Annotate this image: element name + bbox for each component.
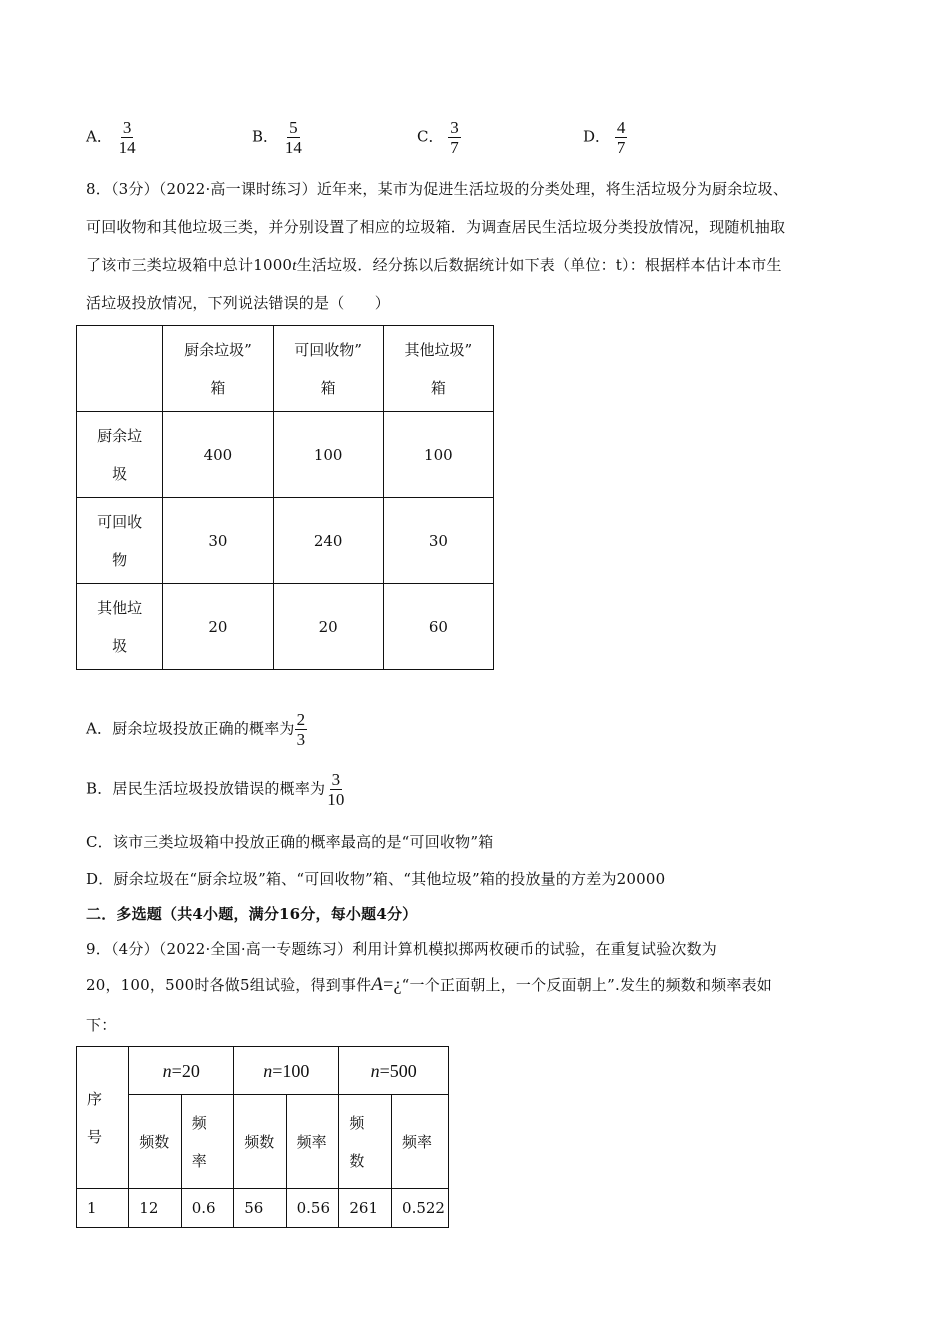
subheader-cell: 频率 [392, 1095, 449, 1189]
table-row [77, 412, 494, 498]
header-cell: 可回收物” 箱 [273, 326, 383, 412]
data-cell: 12 [129, 1189, 181, 1228]
subheader-cell: 频 率 [181, 1095, 234, 1189]
row-label-cell: 其他垃 圾 [77, 584, 163, 670]
q7-option-b: B． $\frac{5}{14}$ [252, 118, 302, 157]
q7-option-c: C． $\frac{3}{7}$ [417, 118, 459, 157]
q8-option-d: D．厨余垃圾在“厨余垃圾”箱、“可回收物”箱、“其他垃圾”箱的投放量的方差为20000 [86, 870, 666, 888]
q9-line-2: 20，100，500时各做5组试验，得到事件A=¿“一个正面朝上，一个反面朝上”.发生的频数和频率表如 [86, 974, 772, 995]
q8-option-b: B．居民生活垃圾投放错误的概率为 $\frac{3}{10}$ [86, 770, 345, 809]
n-header-cell: n=20 [129, 1047, 234, 1095]
header-cell: 其他垃圾” 箱 [383, 326, 493, 412]
table-corner-cell [77, 326, 163, 412]
seq-header-cell: 序 号 [77, 1047, 129, 1189]
q8-line-2: 可回收物和其他垃圾三类，并分别设置了相应的垃圾箱．为调查居民生活垃圾分类投放情况，现随机抽取 [86, 218, 786, 236]
data-cell: 261 [339, 1189, 392, 1228]
q8-line-3: 了该市三类垃圾箱中总计1000t生活垃圾．经分拣以后数据统计如下表（单位：t）：根据样本估计本市生 [86, 256, 782, 274]
table-subheader-row [77, 1095, 449, 1189]
n-header-cell: n=500 [339, 1047, 449, 1095]
q8-waste-table [76, 325, 494, 670]
table-row [77, 498, 494, 584]
value-cell: 100 [383, 412, 493, 498]
header-cell: 厨余垃圾” 箱 [163, 326, 273, 412]
table-row [77, 584, 494, 670]
value-cell: 240 [273, 498, 383, 584]
table-header-row [77, 1047, 449, 1095]
q8-line-1: 8．（3分）（2022·高一课时练习）近年来，某市为促进生活垃圾的分类处理，将生活垃圾分为厨余垃圾、 [86, 180, 789, 198]
data-cell: 0.522 [392, 1189, 449, 1228]
value-cell: 30 [163, 498, 273, 584]
table-header-row [77, 326, 494, 412]
subheader-cell: 频率 [286, 1095, 339, 1189]
data-cell: 0.56 [286, 1189, 339, 1228]
subheader-cell: 频数 [129, 1095, 181, 1189]
fraction: $\frac{5}{14}$ [284, 118, 302, 157]
fraction: $\frac{3}{10}$ [327, 770, 345, 809]
subheader-cell: 频数 [234, 1095, 286, 1189]
q9-frequency-table [76, 1046, 449, 1228]
table-row [77, 1189, 449, 1228]
value-cell: 100 [273, 412, 383, 498]
data-cell: 1 [77, 1189, 129, 1228]
data-cell: 56 [234, 1189, 286, 1228]
q8-option-c: C．该市三类垃圾箱中投放正确的概率最高的是“可回收物”箱 [86, 833, 494, 851]
q7-option-d: D． $\frac{4}{7}$ [583, 118, 626, 157]
value-cell: 20 [163, 584, 273, 670]
fraction: $\frac{3}{7}$ [450, 118, 459, 157]
subheader-cell: 频 数 [339, 1095, 392, 1189]
fraction: $\frac{4}{7}$ [616, 118, 626, 157]
value-cell: 400 [163, 412, 273, 498]
q8-line-4: 活垃圾投放情况，下列说法错误的是（ ） [86, 294, 391, 312]
row-label-cell: 可回收 物 [77, 498, 163, 584]
n-header-cell: n=100 [234, 1047, 339, 1095]
data-cell: 0.6 [181, 1189, 234, 1228]
section-heading: 二．多选题（共4小题，满分16分，每小题4分） [86, 905, 418, 923]
q8-option-a: A．厨余垃圾投放正确的概率为 $\frac{2}{3}$ [86, 710, 306, 749]
row-label-cell: 厨余垃 圾 [77, 412, 163, 498]
value-cell: 20 [273, 584, 383, 670]
q9-line-1: 9．（4分）（2022·全国·高一专题练习）利用计算机模拟掷两枚硬币的试验，在重复试验次数为 [86, 940, 718, 958]
q7-option-a: A． $\frac{3}{14}$ [86, 118, 136, 157]
fraction: $\frac{2}{3}$ [296, 710, 306, 749]
value-cell: 30 [383, 498, 493, 584]
value-cell: 60 [383, 584, 493, 670]
q9-line-3: 下： [86, 1016, 117, 1034]
fraction: $\frac{3}{14}$ [118, 118, 136, 157]
